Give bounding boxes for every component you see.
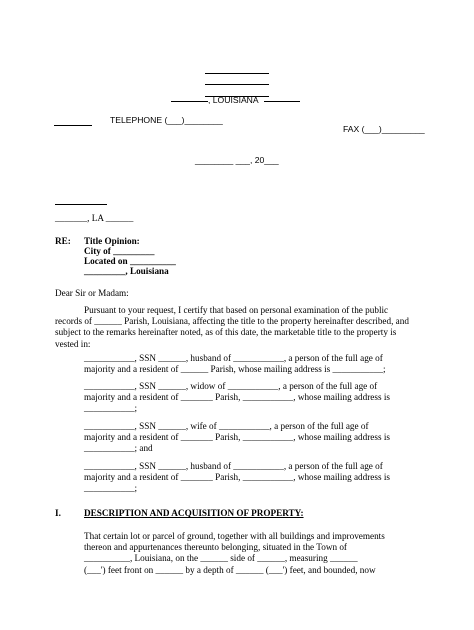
intro-line: vested in:: [55, 338, 91, 349]
letterhead-blank-line-1: [205, 73, 269, 74]
letterhead-telephone: TELEPHONE (___)________: [110, 115, 223, 125]
owner-line: ___________;: [84, 483, 138, 494]
owner-line: ___________, SSN ______, wife of ___________, a person of the full age of: [84, 421, 369, 431]
addressee-city-state: _______, LA ______: [55, 213, 134, 223]
owner-line: majority and a resident of _______ Parish, ___________, whose mailing address is: [84, 472, 390, 483]
re-title-opinion: Title Opinion:: [84, 236, 140, 246]
intro-line: records of ______ Parish, Louisiana, affecting the title to the property hereinafter described, and: [55, 316, 409, 327]
letterhead-fax: FAX (___)_________: [343, 124, 425, 134]
letterhead-blank-line-2: [205, 84, 269, 85]
intro-paragraph: [55, 305, 419, 350]
owner-entry: [84, 421, 419, 455]
owner-line: ___________; and: [84, 443, 153, 454]
re-parish: _________, Louisiana: [84, 266, 169, 276]
section-paragraph: [84, 531, 419, 576]
owner-line: ___________, SSN ______, widow of ___________, a person of the full age of: [84, 381, 378, 391]
letterhead-state: , LOUISIANA: [208, 95, 259, 105]
salutation: Dear Sir or Madam:: [55, 288, 129, 298]
letterhead-address-blank: [54, 125, 92, 126]
section-line: (___') feet front on ______ by a depth of ______ (___') feet, and bounded, now: [84, 564, 376, 575]
addressee-name-blank: [55, 204, 107, 205]
section-heading: DESCRIPTION AND ACQUISITION OF PROPERTY:: [84, 508, 304, 518]
owner-entry: [84, 381, 419, 415]
owner-entry: [84, 353, 419, 375]
zip-blank: [264, 101, 300, 102]
owner-line: majority and a resident of _______ Parish, ___________, whose mailing address is: [84, 392, 390, 403]
intro-line: subject to the remarks hereinafter noted, as of this date, the marketable title to the property is: [55, 327, 397, 338]
intro-line: Pursuant to your request, I certify that based on personal examination of the public: [84, 305, 389, 315]
owner-line: ___________, SSN ______, husband of ___________, a person of the full age of: [84, 461, 383, 471]
letter-date: ________ ___, 20___: [195, 155, 279, 165]
section-number: I.: [55, 508, 61, 518]
re-located-on: Located on __________: [84, 256, 176, 266]
owner-line: ___________, SSN ______, husband of ___________, a person of the full age of: [84, 353, 383, 363]
owner-line: majority and a resident of _______ Parish, ___________, whose mailing address is: [84, 432, 390, 443]
letterhead-city-state: [171, 95, 300, 105]
section-line: __________, Louisiana, on the ______ side of ______, measuring ______: [84, 553, 358, 564]
owner-entry: [84, 461, 419, 495]
section-line: thereon and appurtenances thereunto belonging, situated in the Town of: [84, 542, 347, 553]
city-blank: [171, 101, 208, 102]
owner-line: majority and a resident of ______ Parish, whose mailing address is ___________;: [84, 364, 386, 375]
section-line: That certain lot or parcel of ground, together with all buildings and improvements: [84, 531, 385, 541]
re-label: RE:: [55, 236, 71, 246]
owner-line: ___________;: [84, 403, 138, 414]
re-city: City of _________: [84, 246, 155, 256]
